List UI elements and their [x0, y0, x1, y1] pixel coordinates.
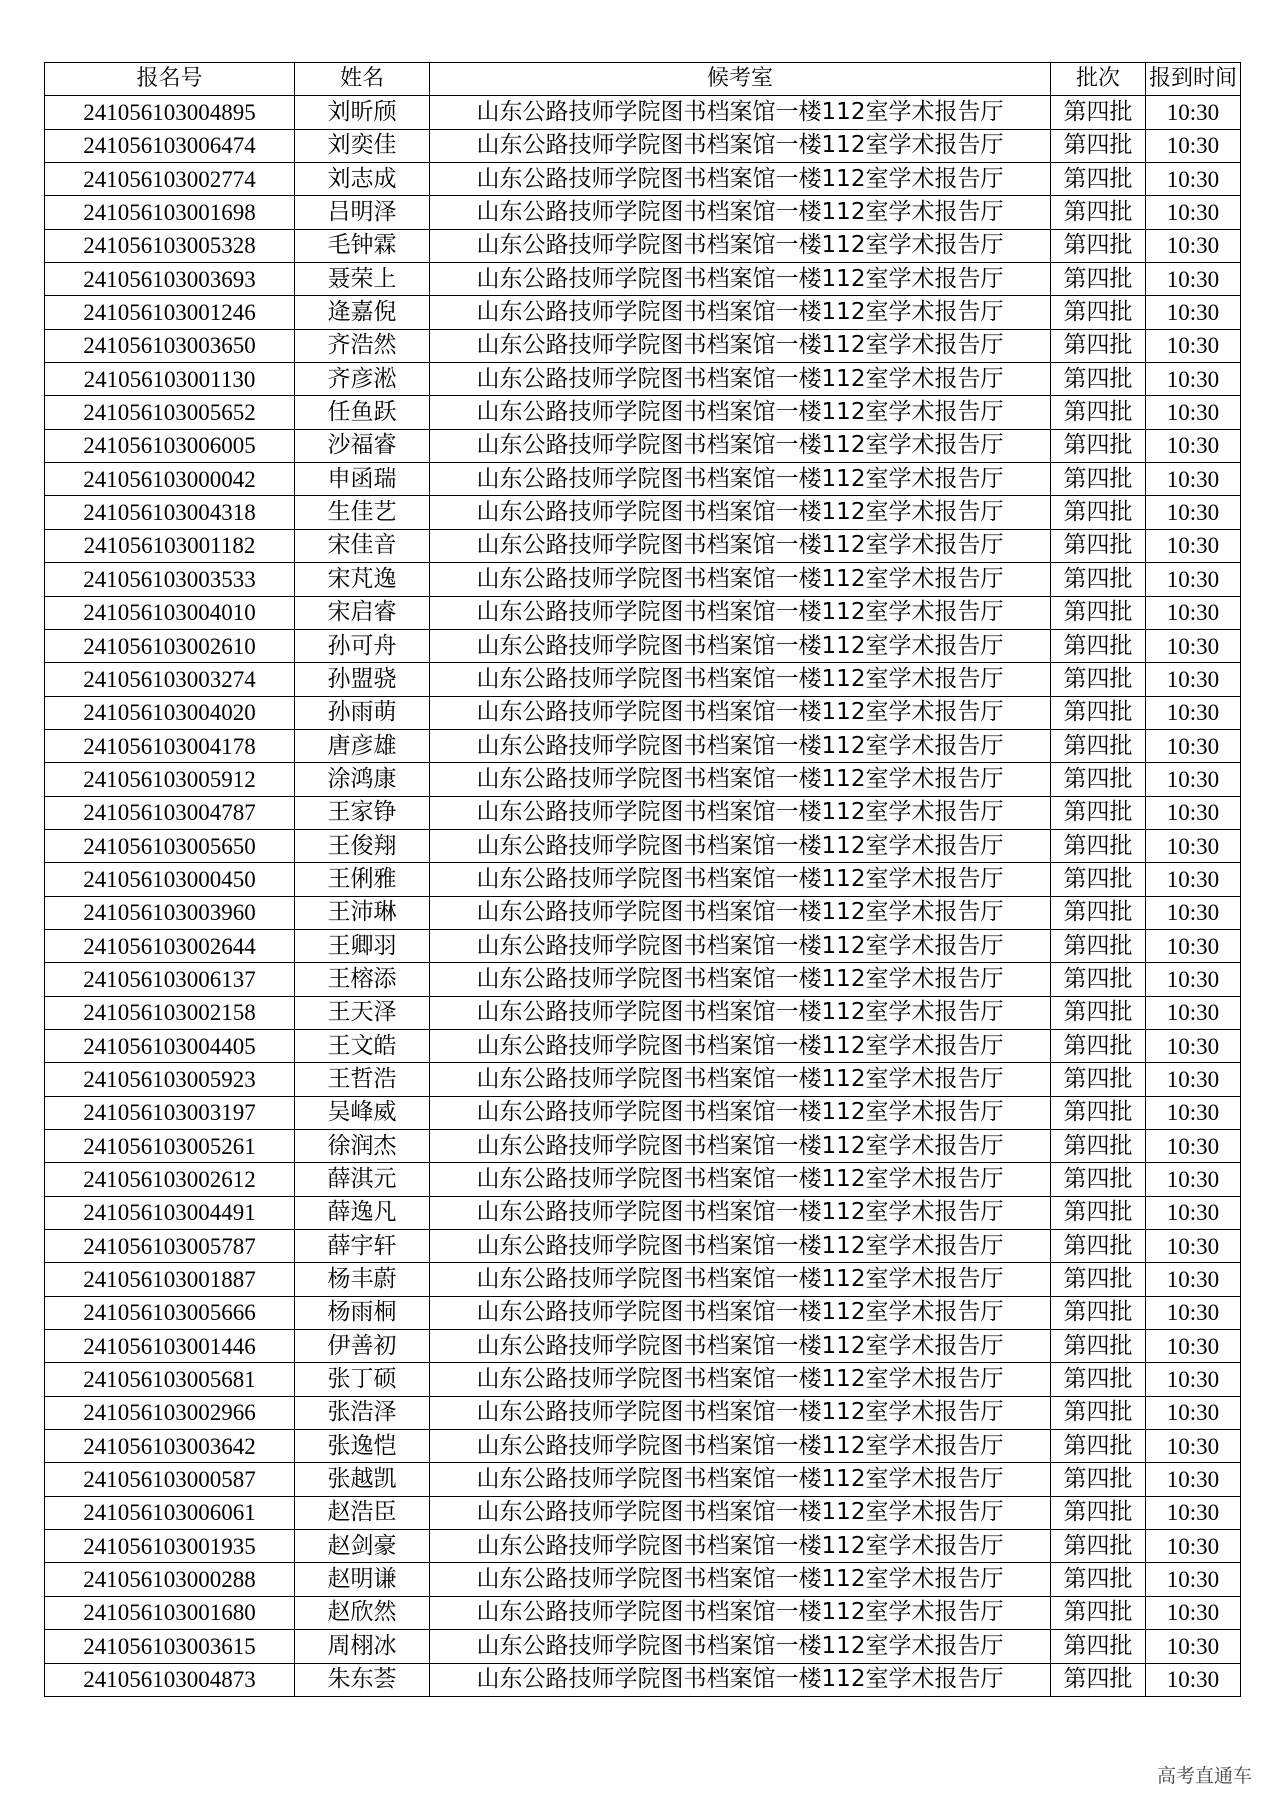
table-row	[45, 1029, 1241, 1062]
cell-waiting-room: 山东公路技师学院图书档案馆一楼112室学术报告厅	[430, 1496, 1051, 1529]
roster-table	[44, 62, 1241, 1697]
cell-waiting-room: 山东公路技师学院图书档案馆一楼112室学术报告厅	[430, 1396, 1051, 1429]
cell-name: 张逸恺	[295, 1430, 430, 1463]
cell-name: 赵欣然	[295, 1596, 430, 1629]
cell-report-time: 10:30	[1146, 1630, 1241, 1663]
cell-report-time: 10:30	[1146, 1130, 1241, 1163]
cell-registration-number: 241056103000042	[45, 463, 295, 496]
table-row	[45, 363, 1241, 396]
cell-registration-number: 241056103003693	[45, 263, 295, 296]
cell-registration-number: 241056103005787	[45, 1230, 295, 1263]
cell-batch: 第四批	[1051, 1196, 1146, 1229]
cell-report-time: 10:30	[1146, 896, 1241, 929]
cell-waiting-room: 山东公路技师学院图书档案馆一楼112室学术报告厅	[430, 729, 1051, 762]
cell-registration-number: 241056103004873	[45, 1663, 295, 1696]
table-row	[45, 1163, 1241, 1196]
cell-waiting-room: 山东公路技师学院图书档案馆一楼112室学术报告厅	[430, 896, 1051, 929]
cell-batch: 第四批	[1051, 996, 1146, 1029]
table-row	[45, 729, 1241, 762]
cell-registration-number: 241056103006137	[45, 963, 295, 996]
table-row	[45, 196, 1241, 229]
cell-registration-number: 241056103004491	[45, 1196, 295, 1229]
cell-report-time: 10:30	[1146, 1230, 1241, 1263]
cell-name: 张浩泽	[295, 1396, 430, 1429]
cell-name: 涂鸿康	[295, 763, 430, 796]
cell-batch: 第四批	[1051, 563, 1146, 596]
cell-report-time: 10:30	[1146, 1163, 1241, 1196]
cell-report-time: 10:30	[1146, 1430, 1241, 1463]
cell-name: 宋芃逸	[295, 563, 430, 596]
cell-name: 任鱼跃	[295, 396, 430, 429]
table-row	[45, 429, 1241, 462]
cell-report-time: 10:30	[1146, 1463, 1241, 1496]
cell-waiting-room: 山东公路技师学院图书档案馆一楼112室学术报告厅	[430, 396, 1051, 429]
cell-report-time: 10:30	[1146, 1296, 1241, 1329]
table-row	[45, 863, 1241, 896]
cell-registration-number: 241056103004318	[45, 496, 295, 529]
table-row	[45, 829, 1241, 862]
cell-registration-number: 241056103005328	[45, 229, 295, 262]
cell-report-time: 10:30	[1146, 429, 1241, 462]
table-row	[45, 1330, 1241, 1363]
cell-registration-number: 241056103003533	[45, 563, 295, 596]
cell-waiting-room: 山东公路技师学院图书档案馆一楼112室学术报告厅	[430, 96, 1051, 129]
cell-name: 周栩冰	[295, 1630, 430, 1663]
table-row	[45, 896, 1241, 929]
cell-waiting-room: 山东公路技师学院图书档案馆一楼112室学术报告厅	[430, 529, 1051, 562]
table-row	[45, 1396, 1241, 1429]
cell-name: 逄嘉倪	[295, 296, 430, 329]
table-row	[45, 1630, 1241, 1663]
cell-registration-number: 241056103005261	[45, 1130, 295, 1163]
cell-registration-number: 241056103002610	[45, 629, 295, 662]
cell-waiting-room: 山东公路技师学院图书档案馆一楼112室学术报告厅	[430, 296, 1051, 329]
table-row	[45, 1663, 1241, 1696]
table-row	[45, 563, 1241, 596]
table-row	[45, 796, 1241, 829]
cell-report-time: 10:30	[1146, 1029, 1241, 1062]
table-row	[45, 1563, 1241, 1596]
cell-batch: 第四批	[1051, 1663, 1146, 1696]
cell-name: 伊善初	[295, 1330, 430, 1363]
cell-waiting-room: 山东公路技师学院图书档案馆一楼112室学术报告厅	[430, 463, 1051, 496]
table-row	[45, 1263, 1241, 1296]
cell-name: 张越凯	[295, 1463, 430, 1496]
cell-report-time: 10:30	[1146, 1063, 1241, 1096]
cell-waiting-room: 山东公路技师学院图书档案馆一楼112室学术报告厅	[430, 229, 1051, 262]
cell-waiting-room: 山东公路技师学院图书档案馆一楼112室学术报告厅	[430, 863, 1051, 896]
cell-name: 齐浩然	[295, 329, 430, 362]
table-row	[45, 1463, 1241, 1496]
cell-report-time: 10:30	[1146, 1563, 1241, 1596]
cell-report-time: 10:30	[1146, 696, 1241, 729]
cell-name: 王文皓	[295, 1029, 430, 1062]
cell-report-time: 10:30	[1146, 663, 1241, 696]
cell-name: 聂荣上	[295, 263, 430, 296]
table-row	[45, 96, 1241, 129]
cell-waiting-room: 山东公路技师学院图书档案馆一楼112室学术报告厅	[430, 829, 1051, 862]
table-row	[45, 263, 1241, 296]
cell-registration-number: 241056103003642	[45, 1430, 295, 1463]
cell-report-time: 10:30	[1146, 296, 1241, 329]
table-row	[45, 1063, 1241, 1096]
table-row	[45, 696, 1241, 729]
cell-batch: 第四批	[1051, 1463, 1146, 1496]
table-row	[45, 163, 1241, 196]
cell-batch: 第四批	[1051, 1296, 1146, 1329]
cell-waiting-room: 山东公路技师学院图书档案馆一楼112室学术报告厅	[430, 329, 1051, 362]
cell-registration-number: 241056103004178	[45, 729, 295, 762]
cell-name: 王卿羽	[295, 929, 430, 962]
cell-waiting-room: 山东公路技师学院图书档案馆一楼112室学术报告厅	[430, 1196, 1051, 1229]
cell-waiting-room: 山东公路技师学院图书档案馆一楼112室学术报告厅	[430, 1530, 1051, 1563]
cell-report-time: 10:30	[1146, 1096, 1241, 1129]
cell-waiting-room: 山东公路技师学院图书档案馆一楼112室学术报告厅	[430, 1296, 1051, 1329]
table-row	[45, 663, 1241, 696]
table-row	[45, 763, 1241, 796]
cell-waiting-room: 山东公路技师学院图书档案馆一楼112室学术报告厅	[430, 1463, 1051, 1496]
cell-registration-number: 241056103004010	[45, 596, 295, 629]
table-row	[45, 396, 1241, 429]
cell-name: 赵剑豪	[295, 1530, 430, 1563]
cell-report-time: 10:30	[1146, 329, 1241, 362]
cell-name: 杨丰蔚	[295, 1263, 430, 1296]
cell-waiting-room: 山东公路技师学院图书档案馆一楼112室学术报告厅	[430, 1363, 1051, 1396]
cell-waiting-room: 山东公路技师学院图书档案馆一楼112室学术报告厅	[430, 1330, 1051, 1363]
cell-batch: 第四批	[1051, 896, 1146, 929]
table-row	[45, 529, 1241, 562]
cell-name: 薛宇轩	[295, 1230, 430, 1263]
cell-name: 毛钟霖	[295, 229, 430, 262]
cell-report-time: 10:30	[1146, 629, 1241, 662]
cell-batch: 第四批	[1051, 496, 1146, 529]
cell-waiting-room: 山东公路技师学院图书档案馆一楼112室学术报告厅	[430, 129, 1051, 162]
cell-report-time: 10:30	[1146, 229, 1241, 262]
cell-report-time: 10:30	[1146, 1596, 1241, 1629]
cell-batch: 第四批	[1051, 696, 1146, 729]
cell-registration-number: 241056103005912	[45, 763, 295, 796]
cell-batch: 第四批	[1051, 929, 1146, 962]
header-batch: 批次	[1051, 63, 1146, 96]
cell-name: 刘昕颀	[295, 96, 430, 129]
cell-batch: 第四批	[1051, 629, 1146, 662]
cell-batch: 第四批	[1051, 829, 1146, 862]
cell-waiting-room: 山东公路技师学院图书档案馆一楼112室学术报告厅	[430, 1063, 1051, 1096]
table-row	[45, 963, 1241, 996]
cell-waiting-room: 山东公路技师学院图书档案馆一楼112室学术报告厅	[430, 663, 1051, 696]
header-name: 姓名	[295, 63, 430, 96]
cell-name: 宋佳音	[295, 529, 430, 562]
cell-report-time: 10:30	[1146, 396, 1241, 429]
cell-name: 薛逸凡	[295, 1196, 430, 1229]
cell-batch: 第四批	[1051, 96, 1146, 129]
cell-batch: 第四批	[1051, 429, 1146, 462]
cell-name: 吴峰威	[295, 1096, 430, 1129]
table-row	[45, 463, 1241, 496]
header-waiting-room: 候考室	[430, 63, 1051, 96]
cell-name: 徐润杰	[295, 1130, 430, 1163]
cell-batch: 第四批	[1051, 863, 1146, 896]
cell-registration-number: 241056103005666	[45, 1296, 295, 1329]
cell-registration-number: 241056103001182	[45, 529, 295, 562]
cell-batch: 第四批	[1051, 663, 1146, 696]
cell-name: 吕明泽	[295, 196, 430, 229]
table-row	[45, 129, 1241, 162]
cell-waiting-room: 山东公路技师学院图书档案馆一楼112室学术报告厅	[430, 796, 1051, 829]
table-row	[45, 1596, 1241, 1629]
table-row	[45, 1296, 1241, 1329]
table-row	[45, 1363, 1241, 1396]
cell-waiting-room: 山东公路技师学院图书档案馆一楼112室学术报告厅	[430, 1430, 1051, 1463]
cell-report-time: 10:30	[1146, 1330, 1241, 1363]
cell-batch: 第四批	[1051, 1363, 1146, 1396]
cell-registration-number: 241056103005923	[45, 1063, 295, 1096]
table-row	[45, 496, 1241, 529]
cell-batch: 第四批	[1051, 463, 1146, 496]
cell-report-time: 10:30	[1146, 96, 1241, 129]
cell-batch: 第四批	[1051, 1130, 1146, 1163]
cell-report-time: 10:30	[1146, 263, 1241, 296]
cell-report-time: 10:30	[1146, 1363, 1241, 1396]
cell-registration-number: 241056103006061	[45, 1496, 295, 1529]
watermark: 高考直通车	[1156, 1765, 1252, 1787]
cell-name: 王天泽	[295, 996, 430, 1029]
cell-report-time: 10:30	[1146, 929, 1241, 962]
cell-name: 朱东荟	[295, 1663, 430, 1696]
cell-batch: 第四批	[1051, 963, 1146, 996]
cell-name: 唐彦雄	[295, 729, 430, 762]
cell-batch: 第四批	[1051, 296, 1146, 329]
cell-waiting-room: 山东公路技师学院图书档案馆一楼112室学术报告厅	[430, 1663, 1051, 1696]
cell-batch: 第四批	[1051, 1029, 1146, 1062]
cell-report-time: 10:30	[1146, 996, 1241, 1029]
cell-name: 沙福睿	[295, 429, 430, 462]
cell-waiting-room: 山东公路技师学院图书档案馆一楼112室学术报告厅	[430, 1263, 1051, 1296]
cell-batch: 第四批	[1051, 229, 1146, 262]
cell-name: 孙可舟	[295, 629, 430, 662]
cell-batch: 第四批	[1051, 729, 1146, 762]
header-row	[45, 63, 1241, 96]
cell-name: 孙雨萌	[295, 696, 430, 729]
cell-waiting-room: 山东公路技师学院图书档案馆一楼112室学术报告厅	[430, 563, 1051, 596]
table-row	[45, 1496, 1241, 1529]
cell-registration-number: 241056103000587	[45, 1463, 295, 1496]
cell-registration-number: 241056103001887	[45, 1263, 295, 1296]
cell-batch: 第四批	[1051, 596, 1146, 629]
cell-name: 赵浩臣	[295, 1496, 430, 1529]
cell-waiting-room: 山东公路技师学院图书档案馆一楼112室学术报告厅	[430, 1230, 1051, 1263]
cell-waiting-room: 山东公路技师学院图书档案馆一楼112室学术报告厅	[430, 429, 1051, 462]
cell-waiting-room: 山东公路技师学院图书档案馆一楼112室学术报告厅	[430, 1029, 1051, 1062]
cell-registration-number: 241056103006005	[45, 429, 295, 462]
cell-registration-number: 241056103000288	[45, 1563, 295, 1596]
table-row	[45, 1196, 1241, 1229]
cell-batch: 第四批	[1051, 1230, 1146, 1263]
cell-name: 申函瑞	[295, 463, 430, 496]
cell-registration-number: 241056103001698	[45, 196, 295, 229]
cell-registration-number: 241056103000450	[45, 863, 295, 896]
table-row	[45, 596, 1241, 629]
cell-registration-number: 241056103005681	[45, 1363, 295, 1396]
cell-waiting-room: 山东公路技师学院图书档案馆一楼112室学术报告厅	[430, 763, 1051, 796]
cell-report-time: 10:30	[1146, 1396, 1241, 1429]
cell-name: 杨雨桐	[295, 1296, 430, 1329]
cell-report-time: 10:30	[1146, 463, 1241, 496]
cell-name: 宋启睿	[295, 596, 430, 629]
cell-registration-number: 241056103004895	[45, 96, 295, 129]
cell-name: 王俊翔	[295, 829, 430, 862]
table-row	[45, 929, 1241, 962]
cell-report-time: 10:30	[1146, 763, 1241, 796]
cell-batch: 第四批	[1051, 529, 1146, 562]
cell-registration-number: 241056103001680	[45, 1596, 295, 1629]
cell-registration-number: 241056103004405	[45, 1029, 295, 1062]
cell-report-time: 10:30	[1146, 1496, 1241, 1529]
cell-waiting-room: 山东公路技师学院图书档案馆一楼112室学术报告厅	[430, 1630, 1051, 1663]
table-row	[45, 329, 1241, 362]
cell-registration-number: 241056103003615	[45, 1630, 295, 1663]
cell-registration-number: 241056103004020	[45, 696, 295, 729]
cell-batch: 第四批	[1051, 163, 1146, 196]
cell-report-time: 10:30	[1146, 1196, 1241, 1229]
cell-registration-number: 241056103001130	[45, 363, 295, 396]
table-row	[45, 296, 1241, 329]
cell-report-time: 10:30	[1146, 963, 1241, 996]
cell-registration-number: 241056103002774	[45, 163, 295, 196]
cell-waiting-room: 山东公路技师学院图书档案馆一楼112室学术报告厅	[430, 929, 1051, 962]
cell-name: 王沛琳	[295, 896, 430, 929]
cell-waiting-room: 山东公路技师学院图书档案馆一楼112室学术报告厅	[430, 263, 1051, 296]
cell-report-time: 10:30	[1146, 1663, 1241, 1696]
cell-batch: 第四批	[1051, 263, 1146, 296]
cell-batch: 第四批	[1051, 763, 1146, 796]
cell-waiting-room: 山东公路技师学院图书档案馆一楼112室学术报告厅	[430, 996, 1051, 1029]
cell-registration-number: 241056103005652	[45, 396, 295, 429]
table-row	[45, 1430, 1241, 1463]
cell-report-time: 10:30	[1146, 529, 1241, 562]
cell-batch: 第四批	[1051, 1063, 1146, 1096]
cell-name: 王榕添	[295, 963, 430, 996]
cell-report-time: 10:30	[1146, 1263, 1241, 1296]
cell-registration-number: 241056103001246	[45, 296, 295, 329]
table-header	[45, 63, 1241, 96]
cell-batch: 第四批	[1051, 396, 1146, 429]
cell-name: 王俐雅	[295, 863, 430, 896]
cell-waiting-room: 山东公路技师学院图书档案馆一楼112室学术报告厅	[430, 1596, 1051, 1629]
cell-name: 孙盟骁	[295, 663, 430, 696]
cell-batch: 第四批	[1051, 196, 1146, 229]
header-registration-number: 报名号	[45, 63, 295, 96]
cell-registration-number: 241056103002644	[45, 929, 295, 962]
cell-report-time: 10:30	[1146, 129, 1241, 162]
table-row	[45, 629, 1241, 662]
cell-batch: 第四批	[1051, 1330, 1146, 1363]
table-row	[45, 1530, 1241, 1563]
cell-batch: 第四批	[1051, 796, 1146, 829]
cell-report-time: 10:30	[1146, 1530, 1241, 1563]
cell-batch: 第四批	[1051, 1596, 1146, 1629]
cell-registration-number: 241056103002966	[45, 1396, 295, 1429]
cell-report-time: 10:30	[1146, 496, 1241, 529]
cell-name: 生佳艺	[295, 496, 430, 529]
cell-waiting-room: 山东公路技师学院图书档案馆一楼112室学术报告厅	[430, 1096, 1051, 1129]
cell-batch: 第四批	[1051, 1096, 1146, 1129]
cell-registration-number: 241056103003960	[45, 896, 295, 929]
cell-batch: 第四批	[1051, 1163, 1146, 1196]
table-row	[45, 1096, 1241, 1129]
cell-waiting-room: 山东公路技师学院图书档案馆一楼112室学术报告厅	[430, 1563, 1051, 1596]
cell-waiting-room: 山东公路技师学院图书档案馆一楼112室学术报告厅	[430, 963, 1051, 996]
cell-report-time: 10:30	[1146, 596, 1241, 629]
table-row	[45, 1130, 1241, 1163]
cell-waiting-room: 山东公路技师学院图书档案馆一楼112室学术报告厅	[430, 629, 1051, 662]
cell-registration-number: 241056103001935	[45, 1530, 295, 1563]
cell-name: 王家铮	[295, 796, 430, 829]
cell-waiting-room: 山东公路技师学院图书档案馆一楼112室学术报告厅	[430, 696, 1051, 729]
cell-waiting-room: 山东公路技师学院图书档案馆一楼112室学术报告厅	[430, 496, 1051, 529]
cell-registration-number: 241056103004787	[45, 796, 295, 829]
cell-batch: 第四批	[1051, 1396, 1146, 1429]
cell-batch: 第四批	[1051, 1263, 1146, 1296]
cell-name: 刘志成	[295, 163, 430, 196]
cell-report-time: 10:30	[1146, 863, 1241, 896]
cell-batch: 第四批	[1051, 1430, 1146, 1463]
cell-name: 张丁硕	[295, 1363, 430, 1396]
cell-registration-number: 241056103006474	[45, 129, 295, 162]
header-report-time: 报到时间	[1146, 63, 1241, 96]
table-body	[45, 96, 1241, 1697]
cell-batch: 第四批	[1051, 129, 1146, 162]
table-row	[45, 229, 1241, 262]
cell-registration-number: 241056103002158	[45, 996, 295, 1029]
cell-batch: 第四批	[1051, 1630, 1146, 1663]
cell-report-time: 10:30	[1146, 796, 1241, 829]
cell-report-time: 10:30	[1146, 829, 1241, 862]
cell-waiting-room: 山东公路技师学院图书档案馆一楼112室学术报告厅	[430, 1163, 1051, 1196]
cell-name: 齐彦淞	[295, 363, 430, 396]
cell-waiting-room: 山东公路技师学院图书档案馆一楼112室学术报告厅	[430, 1130, 1051, 1163]
cell-registration-number: 241056103003197	[45, 1096, 295, 1129]
cell-batch: 第四批	[1051, 1496, 1146, 1529]
cell-batch: 第四批	[1051, 363, 1146, 396]
cell-name: 薛淇元	[295, 1163, 430, 1196]
cell-report-time: 10:30	[1146, 363, 1241, 396]
cell-report-time: 10:30	[1146, 729, 1241, 762]
cell-name: 赵明谦	[295, 1563, 430, 1596]
cell-batch: 第四批	[1051, 1530, 1146, 1563]
cell-batch: 第四批	[1051, 1563, 1146, 1596]
cell-report-time: 10:30	[1146, 563, 1241, 596]
cell-waiting-room: 山东公路技师学院图书档案馆一楼112室学术报告厅	[430, 196, 1051, 229]
cell-name: 王哲浩	[295, 1063, 430, 1096]
cell-report-time: 10:30	[1146, 163, 1241, 196]
cell-registration-number: 241056103003650	[45, 329, 295, 362]
cell-waiting-room: 山东公路技师学院图书档案馆一楼112室学术报告厅	[430, 596, 1051, 629]
cell-waiting-room: 山东公路技师学院图书档案馆一楼112室学术报告厅	[430, 163, 1051, 196]
table-row	[45, 996, 1241, 1029]
cell-report-time: 10:30	[1146, 196, 1241, 229]
cell-batch: 第四批	[1051, 329, 1146, 362]
cell-registration-number: 241056103002612	[45, 1163, 295, 1196]
cell-registration-number: 241056103001446	[45, 1330, 295, 1363]
cell-name: 刘奕佳	[295, 129, 430, 162]
cell-waiting-room: 山东公路技师学院图书档案馆一楼112室学术报告厅	[430, 363, 1051, 396]
cell-registration-number: 241056103003274	[45, 663, 295, 696]
cell-registration-number: 241056103005650	[45, 829, 295, 862]
table-row	[45, 1230, 1241, 1263]
